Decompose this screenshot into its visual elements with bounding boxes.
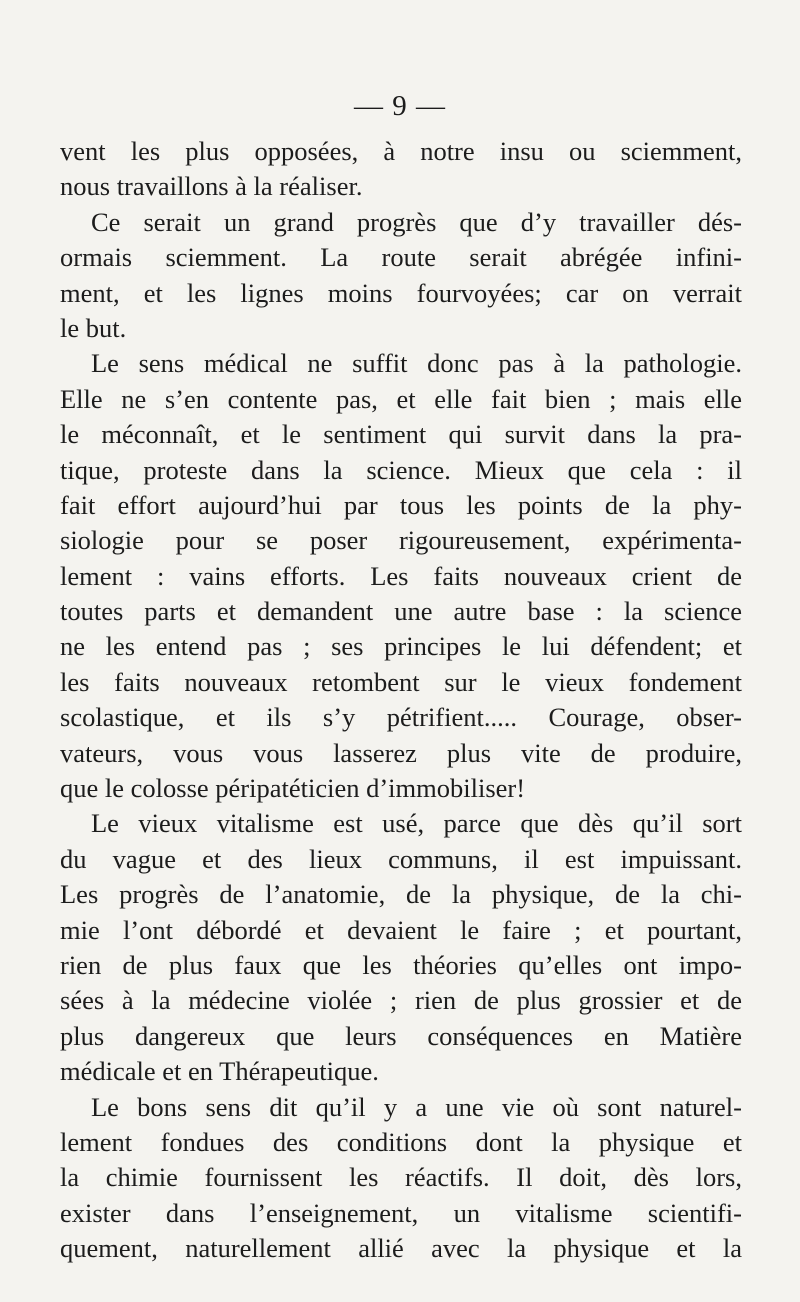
text-line: médicale et en Thérapeutique. [60, 1056, 379, 1087]
page-number: — 9 — [354, 90, 446, 122]
text-line: nous travaillons à la réaliser. [60, 171, 363, 202]
text-line: ne les entend pas ; ses principes le lui défendent; et [60, 631, 742, 662]
text-line: les faits nouveaux retombent sur le vieux fondement [60, 666, 742, 697]
text-line: Le sens médical ne suffit donc pas à la pathologie. [91, 348, 742, 379]
text-line: le méconnaît, et le sentiment qui survit dans la pra- [60, 419, 742, 450]
text-line: Ce serait un grand progrès que d’y travailler dés- [91, 206, 742, 237]
text-line: tique, proteste dans la science. Mieux que cela : il [60, 454, 742, 485]
text-line: la chimie fournissent les réactifs. Il doit, dès lors, [60, 1162, 742, 1193]
text-line: vent les plus opposées, à notre insu ou sciemment, [60, 136, 742, 166]
text-line: scolastique, et ils s’y pétrifient..... Courage, obser- [60, 702, 742, 733]
text-line: le but. [60, 312, 127, 343]
text-line: ment, et les lignes moins fourvoyées; car on verrait [60, 277, 742, 308]
text-line: rien de plus faux que les théories qu’elles ont impo- [60, 949, 742, 980]
text-line: ormais sciemment. La route serait abrégée infini- [60, 242, 742, 273]
text-line: fait effort aujourd’hui par tous les points de la phy- [60, 489, 742, 520]
text-line: Le bons sens dit qu’il y a une vie où sont naturel- [91, 1091, 742, 1122]
text-line: sées à la médecine violée ; rien de plus grossier et de [60, 985, 742, 1016]
text-line: Elle ne s’en contente pas, et elle fait bien ; mais elle [60, 383, 742, 414]
text-line: toutes parts et demandent une autre base : la science [60, 596, 742, 627]
text-line: exister dans l’enseignement, un vitalisme scientifi- [60, 1197, 742, 1228]
text-line: quement, naturellement allié avec la physique et la [60, 1233, 742, 1264]
text-line: que le colosse péripatéticien d’immobiliser! [60, 773, 526, 804]
body-text [60, 134, 742, 1267]
text-line: vateurs, vous vous lasserez plus vite de produire, [60, 737, 742, 768]
text-line: siologie pour se poser rigoureusement, expérimenta- [60, 525, 742, 556]
text-line: lement fondues des conditions dont la physique et [60, 1126, 742, 1157]
text-line: du vague et des lieux communs, il est impuissant. [60, 843, 742, 874]
text-line: lement : vains efforts. Les faits nouveaux crient de [60, 560, 742, 591]
text-line: mie l’ont débordé et devaient le faire ; et pourtant, [60, 914, 742, 945]
text-line: Le vieux vitalisme est usé, parce que dès qu’il sort [91, 808, 742, 839]
text-line: Les progrès de l’anatomie, de la physique, de la chi- [60, 879, 742, 910]
text-line: plus dangereux que leurs conséquences en Matière [60, 1020, 742, 1051]
